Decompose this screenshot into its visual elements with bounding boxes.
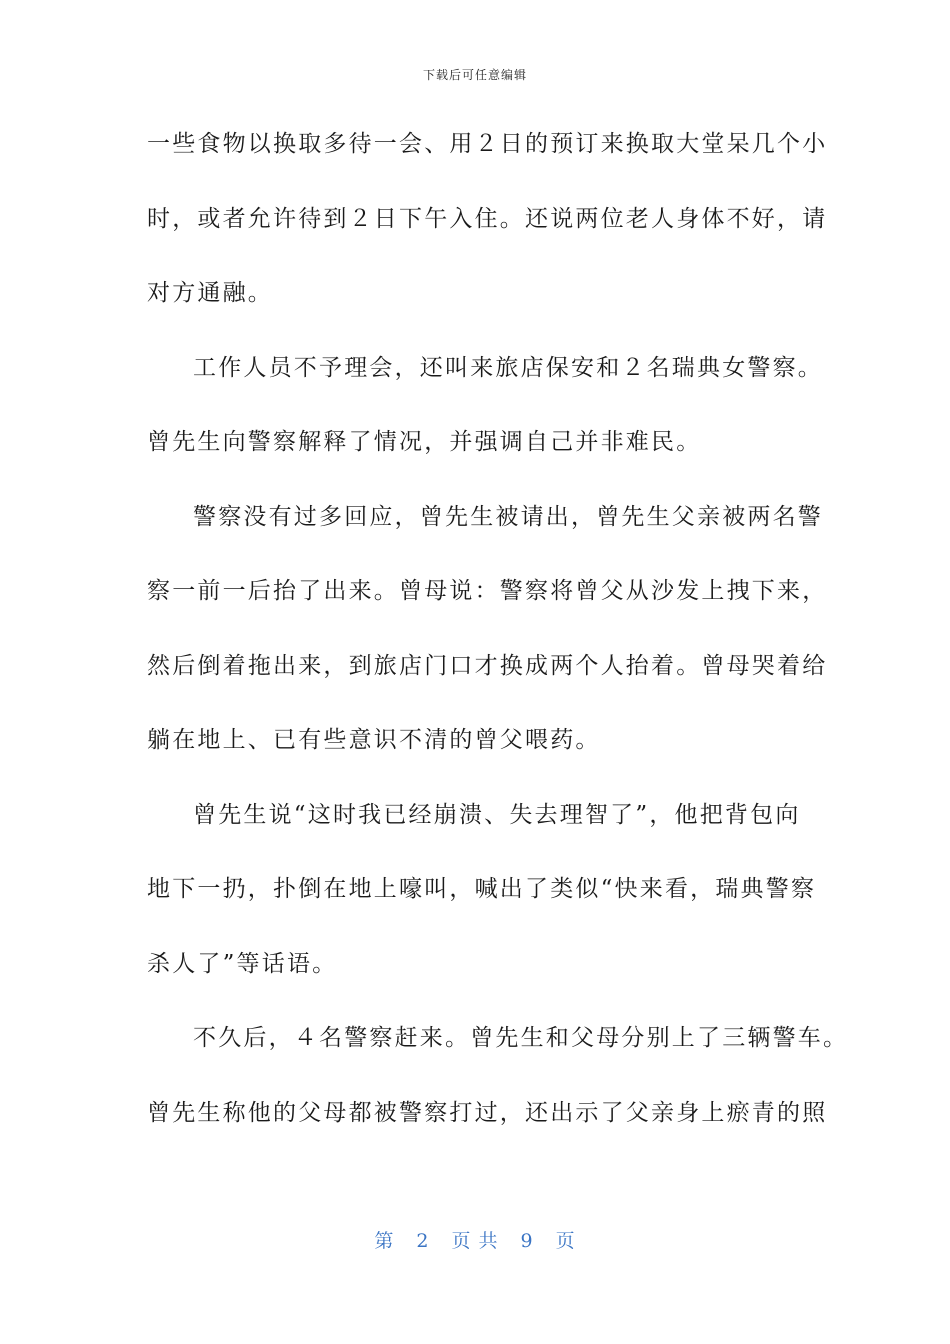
page-number: 2 <box>416 1230 430 1252</box>
text-line: 地下一扔，扑倒在地上嚎叫，喊出了类似“快来看，瑞典警察 <box>147 876 817 902</box>
page-header: 下载后可任意编辑 <box>422 68 527 82</box>
page-footer <box>0 1226 950 1253</box>
text-line: 曾先生向警察解释了情况，并强调自己并非难民。 <box>147 429 702 455</box>
text-line: 察一前一后抬了出来。曾母说：警察将曾父从沙发上拽下来， <box>147 578 828 604</box>
paragraph-start: 工作人员不予理会，还叫来旅店保安和２名瑞典女警察。 <box>193 354 823 381</box>
total-pages: 9 <box>520 1230 534 1252</box>
document-body <box>147 118 849 1161</box>
text-line: 杀人了”等话语。 <box>147 950 338 977</box>
paragraph-start: 不久后，４名警察赶来。曾先生和父母分别上了三辆警车。 <box>193 1025 849 1051</box>
paragraph-start: 警察没有过多回应，曾先生被请出，曾先生父亲被两名警 <box>193 503 823 530</box>
text-line: 躺在地上、已有些意识不清的曾父喂药。 <box>147 727 601 753</box>
page-unit: 页 <box>451 1230 472 1252</box>
text-line: 然后倒着拖出来，到旅店门口才换成两个人抬着。曾母哭着给 <box>147 652 828 679</box>
total-unit: 页 <box>555 1230 576 1252</box>
paragraph-start: 曾先生说“这时我已经崩溃、失去理智了”，他把背包向 <box>193 801 801 828</box>
text-line: 时，或者允许待到２日下午入住。还说两位老人身体不好，请 <box>147 205 828 232</box>
total-word: 共 <box>478 1230 499 1252</box>
text-line: 曾先生称他的父母都被警察打过，还出示了父亲身上瘀青的照 <box>147 1099 828 1126</box>
text-line: 一些食物以换取多待一会、用２日的预订来换取大堂呆几个小 <box>147 131 828 157</box>
page-word: 第 <box>374 1230 395 1252</box>
text-line: 对方通融。 <box>147 280 273 306</box>
